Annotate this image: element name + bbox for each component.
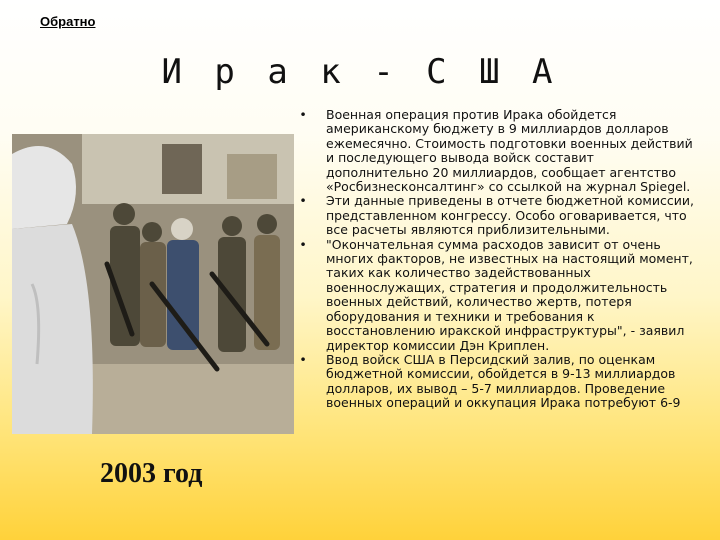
bullet-text: Ввод войск США в Персидский залив, по оценкам бюджетной комиссии, обойдется в 9-13 миллиардов долларов, их вывод – 5-7 миллиардов. Проведение военных операций и оккупация Ирака потребуют 6-9 bbox=[326, 351, 681, 411]
year-caption: 2003 год bbox=[100, 458, 203, 489]
bullet-item bbox=[296, 194, 694, 237]
bullet-list bbox=[296, 108, 694, 411]
slide-title: И р а к - С Ш А bbox=[161, 52, 559, 92]
bullet-marker: • bbox=[299, 107, 307, 122]
bullet-text: Эти данные приведены в отчете бюджетной комиссии, представленном конгрессу. Особо оговаривается, что все расчеты являются приблизительными. bbox=[326, 193, 694, 238]
bullet-item bbox=[296, 108, 694, 194]
bullet-text: "Окончательная сумма расходов зависит от очень многих факторов, не известных на настоящий момент, таких как количество задействованных военнослужащих, стратегия и продолжительность военных действий, количество жертв, потеря оборудования и техники и требования к восстановлению иракской инфраструктуры", - заявил директор комиссии Дэн Криплен. bbox=[326, 236, 693, 353]
soldiers-photo-image bbox=[12, 134, 294, 434]
bullet-marker: • bbox=[299, 193, 307, 209]
bullet-item bbox=[296, 353, 694, 411]
back-link[interactable]: Обратно bbox=[40, 14, 96, 29]
soldiers-photo bbox=[12, 134, 294, 434]
bullet-marker: • bbox=[299, 351, 307, 367]
bullet-text: Военная операция против Ирака обойдется американскому бюджету в 9 миллиардов долларов ежемесячно. Стоимость подготовки военных действий и последующего вывода войск составит дополнительно 20 миллиардов, сообщает агентство «Росбизнесконсалтинг» со ссылкой на журнал Spiegel. bbox=[326, 107, 693, 195]
bullet-marker: • bbox=[299, 236, 307, 252]
bullet-item bbox=[296, 238, 694, 353]
